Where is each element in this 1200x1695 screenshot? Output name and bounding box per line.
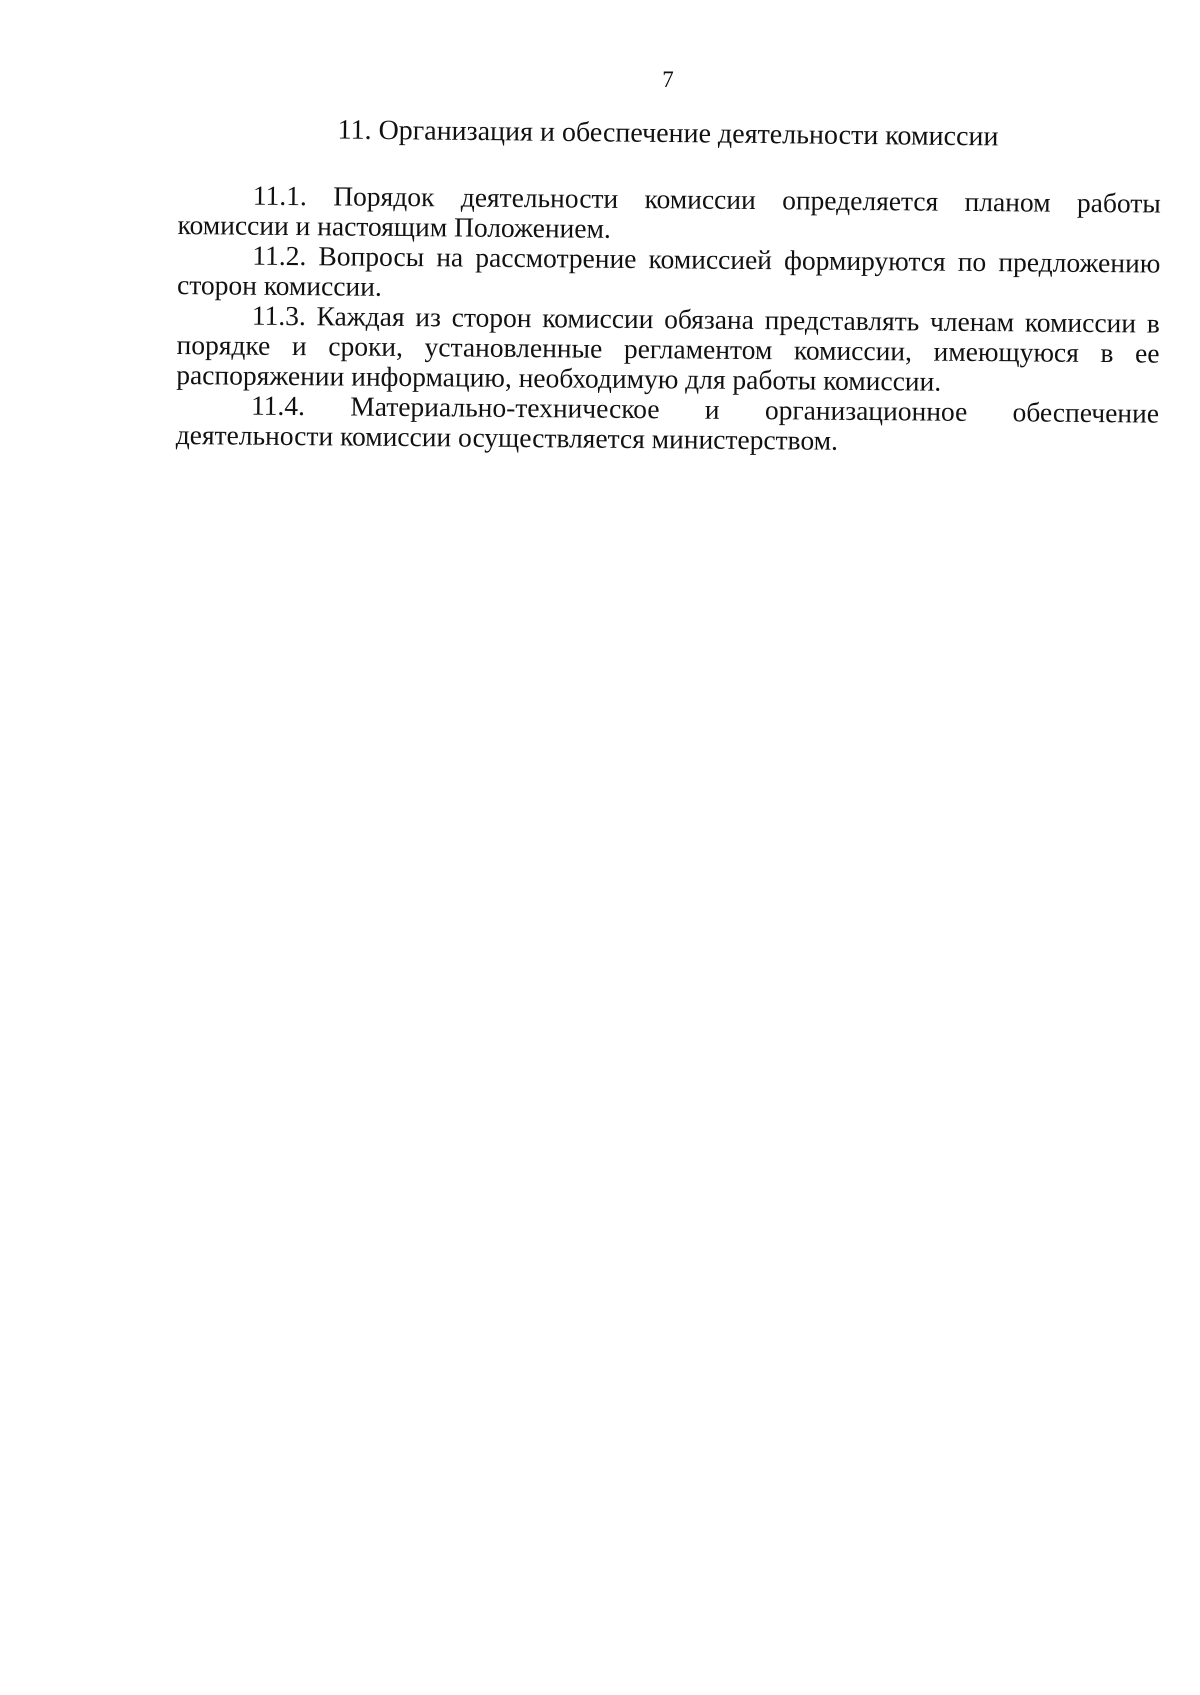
section-heading: 11. Организация и обеспечение деятельности комиссии xyxy=(337,114,999,153)
paragraph-text: Порядок деятельности комиссии определяется планом работы комиссии и настоящим Положением. xyxy=(177,180,1161,244)
paragraph-text: Вопросы на рассмотрение комиссией формируются по предложению сторон комиссии. xyxy=(176,240,1161,302)
section-body xyxy=(176,180,1161,459)
paragraph-number: 11.4. xyxy=(250,389,306,422)
paragraph-text: Материально-техническое и организационное обеспечение деятельности комиссии осуществляется министерством. xyxy=(175,390,1160,456)
paragraph-11-1 xyxy=(177,180,1160,249)
paragraph-number: 11.3. xyxy=(251,299,306,332)
paragraph-text: Каждая из сторон комиссии обязана представлять членам комиссии в порядке и сроки, установленные регламентом комиссии, имеющуюся в ее распоряжении информацию, необходимую для работы комиссии. xyxy=(176,300,1160,397)
paragraph-11-4 xyxy=(176,390,1159,459)
page-number: 7 xyxy=(662,67,674,92)
paragraph-number: 11.2. xyxy=(252,239,307,272)
paragraph-11-2 xyxy=(177,240,1160,309)
paragraph-number: 11.1. xyxy=(252,179,307,212)
paragraph-11-3 xyxy=(176,300,1160,399)
